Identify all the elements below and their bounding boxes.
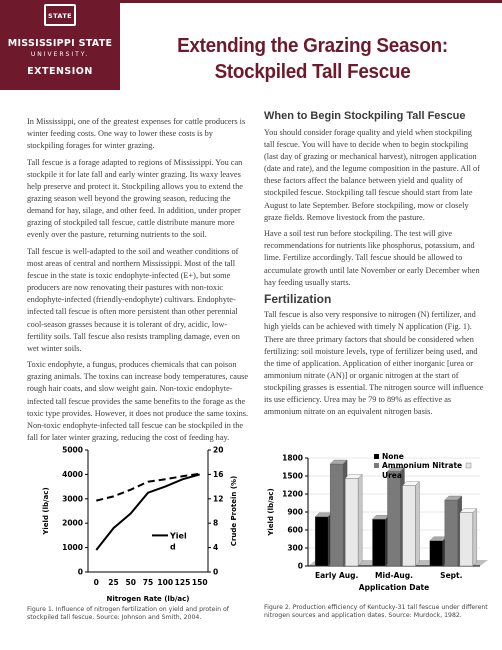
y-tick-label: 1800: [282, 453, 303, 463]
section-heading-fertilization: Fertilization: [264, 292, 332, 307]
y-tick-label: 900: [287, 507, 303, 517]
y2-axis-title: Crude Protein (%): [230, 475, 238, 547]
bar: [430, 541, 443, 566]
legend-swatch-ammonium-nitrate: [374, 463, 379, 468]
x-tick-label: 0: [93, 578, 99, 587]
category-label: Sept.: [440, 571, 463, 580]
x-tick-label: 25: [108, 578, 119, 587]
legend-label-ammonium-nitrate: Ammonium Nitrate: [382, 461, 463, 470]
y-tick-label: 3000: [62, 494, 83, 504]
logo-university-word: UNIVERSITY.: [30, 51, 90, 58]
y2-tick-label: 16: [213, 469, 224, 479]
figure-1-chart: [0, 440, 250, 610]
right-column: [264, 127, 484, 423]
figure-2-svg: [256, 440, 502, 610]
header-rule: [120, 0, 502, 3]
legend-label-urea: Urea: [382, 471, 402, 480]
x-tick-label: 150: [191, 578, 208, 587]
left-column: [27, 116, 251, 448]
legend-swatch-none: [374, 454, 379, 459]
y-tick-label: 300: [287, 543, 303, 553]
bar: [373, 519, 386, 566]
legend-swatch-urea: [466, 463, 471, 468]
paragraph: Have a soil test run before stockpiling. The test will give recommendations for nutrients like phosphorus, potassium, and lime. Fertilize accordingly. Tall fescue should be allowed to accumulate growth until late November or early December when hay feeding usually starts.: [264, 229, 480, 287]
paragraph: Tall fescue is well-adapted to the soil and weather conditions of most areas of central and northern Mississippi. Most of the tall fescue in the state is toxic endophyte-infected (E+), but some producers are now renovating their pastures with non-toxic endophyte-infected (friendly-endophyte) cultivars. Endophyte-infected tall fescue is often more persistent than other perennial cool-season grasses because it is tolerant of dry, acidic, low-fertility soils. Tall fescue also resists trampling damage, even on wet winter soils.: [27, 246, 240, 353]
bar: [388, 471, 401, 566]
logo-badge-text: STATE: [47, 12, 72, 20]
section-heading-stockpiling: When to Begin Stockpiling Tall Fescue: [264, 110, 466, 122]
y-tick-label: 2000: [62, 518, 83, 528]
paragraph: Tall fescue is also very responsive to nitrogen (N) fertilizer, and high yields can be achieved with timely N application (Fig. 1). There are three primary factors that should be considered when fertilizing: soil moisture levels, type of fertilizer being used, and the time of application. Application of either inorganic [urea or ammonium nitrate (AN)] or organic nitrogen at the start of stockpiling grasses is essential. The nitrogen source will influence its use efficiency. Urea may be 79 to 89% as effective as ammonium nitrate on an equivalent nitrogen basis.: [264, 310, 484, 417]
bar: [445, 500, 458, 566]
bar-side: [416, 482, 420, 566]
y2-tick-label: 12: [213, 494, 224, 504]
paragraph: You should consider forage quality and yield when stockpiling tall fescue. You will have to decide when to begin stockpiling (last day of grazing or mechanical harvest), nitrogen application (date and rate), and the legume composition in the pasture. All of these factors affect the balance between yield and quality of stockpiled fescue. Stockpiling tall fescue should start from late August to late September. Before stockpiling, mow or closely graze fields. Remove livestock from the pasture.: [264, 128, 480, 222]
y-tick-label: 1500: [282, 471, 303, 481]
legend-label-part-1: Yiel: [170, 531, 187, 541]
bar: [345, 478, 358, 566]
y-axis-title: Yield (lb/ac): [267, 488, 275, 536]
legend-label-part-2: d: [170, 542, 176, 552]
logo-extension: EXTENSION: [27, 66, 93, 77]
x-tick-label: 75: [142, 578, 154, 587]
category-label: Mid-Aug.: [375, 571, 413, 580]
figure-2-caption: Figure 2. Production efficiency of Kentucky-31 tall fescue under different nitrogen sources and application dates. Source: Murdock, 1982.: [264, 604, 488, 619]
extension-logo: [0, 0, 120, 90]
y2-tick-label: 20: [213, 445, 224, 455]
x-tick-label: 50: [125, 578, 136, 587]
y-tick-label: 4000: [62, 469, 83, 479]
bar-side: [358, 474, 362, 566]
paragraph: Tall fescue is a forage adapted to regions of Mississippi. You can stockpile it for late fall and early winter grazing. Its waxy leaves help preserve and protect it. Stockpiling allows you to extend the grazing season well beyond the growing season, reducing the demand for hay, silage, and other feed. In addition, under proper grazing of stockpiled tall fescue, cattle distribute manure more evenly over the pasture, returning nutrients to the soil.: [27, 157, 243, 240]
figure-1-caption: Figure 1. Influence of nitrogen fertilization on yield and protein of stockpiled tall fescue. Source: Johnson and Smith, 2004.: [27, 606, 229, 621]
x-axis-title: Nitrogen Rate (lb/ac): [106, 595, 190, 603]
legend-label-none: None: [382, 452, 404, 461]
bar: [330, 464, 343, 566]
y-tick-label: 1000: [62, 543, 83, 553]
y-tick-label: 0: [77, 567, 83, 577]
paragraph: In Mississippi, one of the greatest expenses for cattle producers is winter feeding costs. One way to lower these costs is by stockpiling forages for winter grazing.: [27, 117, 246, 151]
x-tick-label: 125: [174, 578, 191, 587]
y-tick-label: 600: [287, 525, 303, 535]
bar: [403, 486, 416, 566]
bar: [460, 513, 473, 566]
y2-tick-label: 0: [213, 567, 219, 577]
y-axis-title: Yield (lb/ac): [42, 487, 50, 535]
y2-tick-label: 4: [213, 543, 219, 553]
figure-1-svg: [0, 440, 250, 610]
y-tick-label: 1200: [282, 489, 303, 499]
y2-tick-label: 8: [213, 518, 219, 528]
bar: [315, 517, 328, 566]
bar-side: [473, 509, 477, 566]
category-label: Early Aug.: [315, 571, 359, 580]
paragraph: Toxic endophyte, a fungus, produces chemicals that can poison grazing animals. The toxins can increase body temperatures, cause rough hair coats, and slow weight gain. Non-toxic endophyte-infected tall fescue provides the same benefits to the forage as the toxic type provides. However, it does not produce the same toxins. Non-toxic endophyte-infected tall fescue can be stockpiled in the fall for later winter grazing, reducing the cost of feeding hay.: [27, 360, 249, 442]
logo-badge: [44, 4, 76, 26]
logo-university-name: MISSISSIPPI STATE: [7, 38, 113, 49]
x-axis-title: Application Date: [358, 583, 430, 592]
y-tick-label: 5000: [62, 445, 83, 455]
page-title-line-1: Extending the Grazing Season:: [177, 34, 448, 57]
y-tick-label: 0: [297, 561, 303, 571]
figure-2-chart: [256, 440, 502, 610]
page-title-line-2: Stockpiled Tall Fescue: [214, 60, 411, 83]
x-tick-label: 100: [157, 578, 174, 587]
